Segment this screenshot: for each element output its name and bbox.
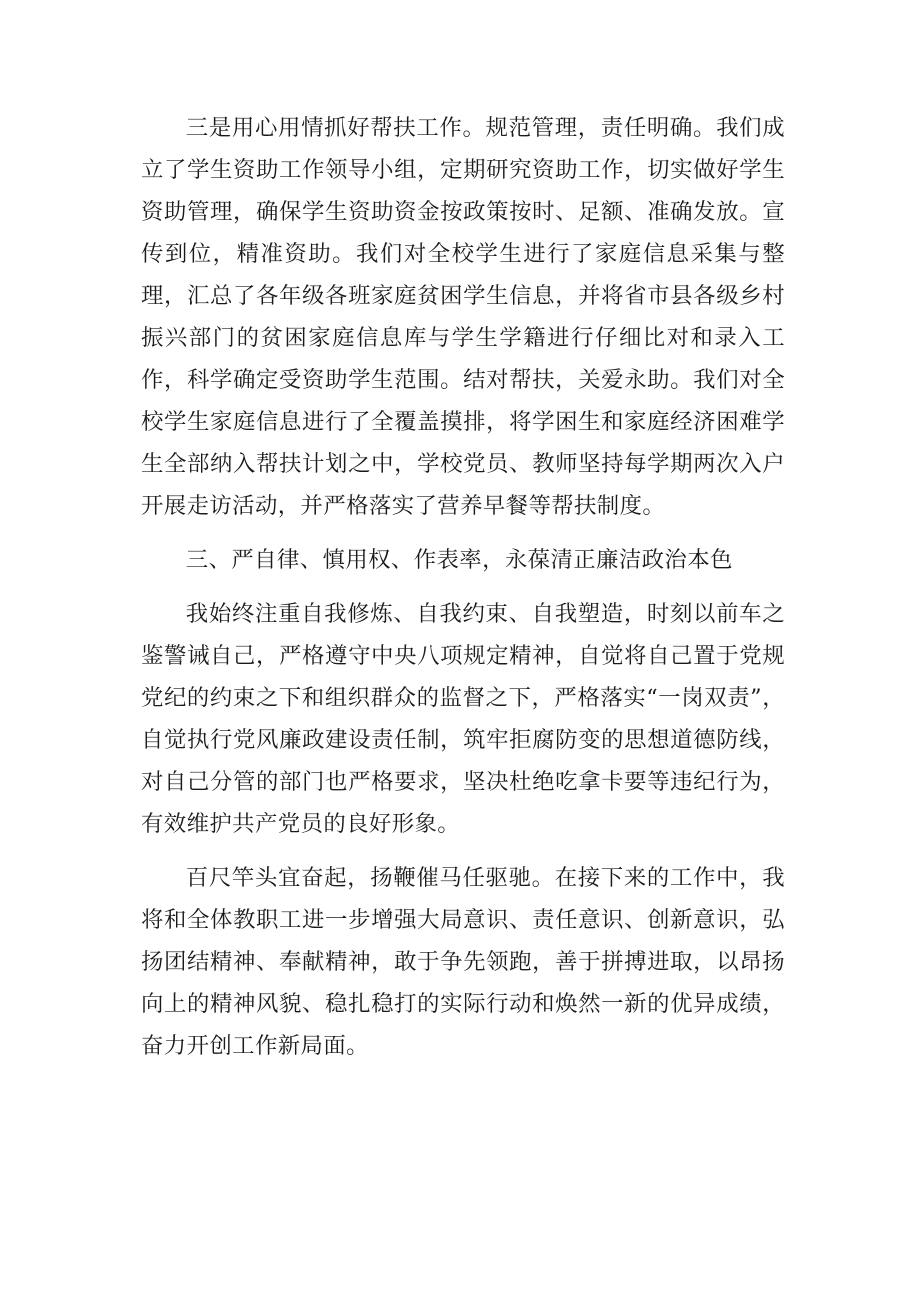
paragraph-future-work: 百尺竿头宜奋起，扬鞭催马任驱驰。在接下来的工作中，我将和全体教职工进一步增强大局意识、责任意识、创新意识，弘扬团结精神、奉献精神，敢于争先领跑，善于拼搏进取，以昂扬向上的精神风貌、稳扎稳打的实际行动和焕然一新的优异成绩，奋力开创工作新局面。 (141, 865, 785, 1059)
paragraph-self-discipline: 我始终注重自我修炼、自我约束、自我塑造，时刻以前车之鉴警诫自己，严格遵守中央八项规定精神，自觉将自己置于党规党纪的约束之下和组织群众的监督之下，严格落实“一岗双责”，自觉执行党风廉政建设责任制，筑牢拒腐防变的思想道德防线，对自己分管的部门也严格要求，坚决杜绝吃拿卡要等违纪行为，有效维护共产党员的良好形象。 (141, 601, 785, 837)
paragraph-assistance-work: 三是用心用情抓好帮扶工作。规范管理，责任明确。我们成立了学生资助工作领导小组，定期研究资助工作，切实做好学生资助管理，确保学生资助资金按政策按时、足额、准确发放。宣传到位，精准资助。我们对全校学生进行了家庭信息采集与整理，汇总了各年级各班家庭贫困学生信息，并将省市县各级乡村振兴部门的贫困家庭信息库与学生学籍进行仔细比对和录入工作，科学确定受资助学生范围。结对帮扶，关爱永助。我们对全校学生家庭信息进行了全覆盖摸排，将学困生和家庭经济困难学生全部纳入帮扶计划之中，学校党员、教师坚持每学期两次入户开展走访活动，并严格落实了营养早餐等帮扶制度。 (141, 115, 785, 519)
document-body (141, 107, 785, 1067)
section-heading-integrity: 三、严自律、慎用权、作表率，永葆清正廉洁政治本色 (185, 547, 733, 573)
